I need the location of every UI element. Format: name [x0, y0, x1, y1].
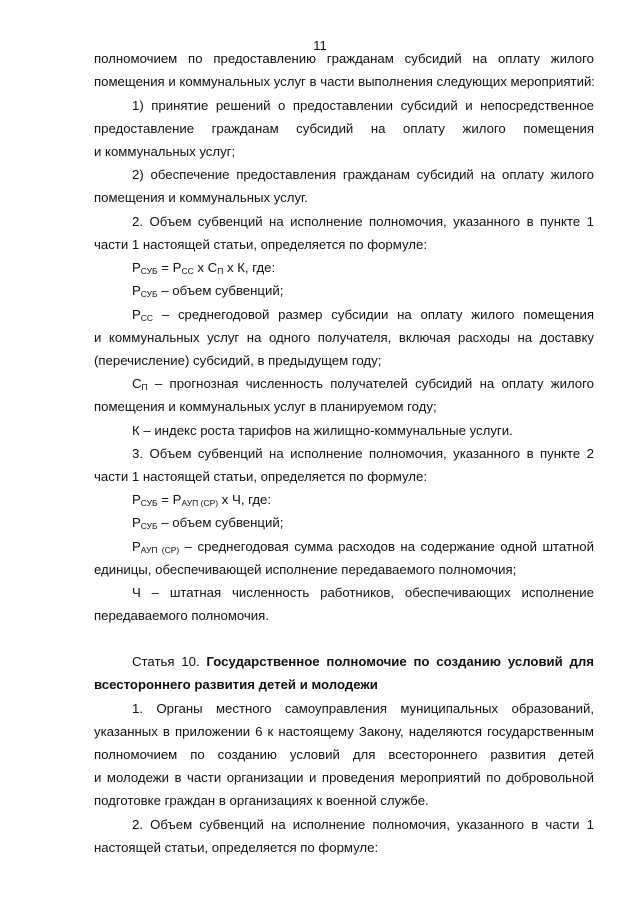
text-line: и коммунальных услуг на одного получателя, включая расходы на доставку: [94, 330, 594, 345]
formula-line: [94, 282, 594, 300]
text-line: предоставление гражданам субсидий на оплату жилого помещения: [94, 121, 594, 136]
text-line: настоящей статьи, определяется по формуле:: [94, 840, 379, 855]
bold-text: всестороннего развития детей и молодежи: [94, 677, 378, 692]
text-run: С: [132, 376, 142, 391]
text-line: указанных в приложении 6 к настоящему Закону, наделяются государственным: [94, 724, 594, 739]
text-run: Статья 10.: [132, 654, 207, 669]
page-number: 11: [313, 38, 327, 53]
text-run: – прогнозная численность получателей субсидий на оплату жилого: [147, 376, 594, 391]
text-run: = Р: [157, 260, 182, 275]
text-line: помещения и коммунальных услуг.: [94, 190, 308, 205]
text-line: полномочием по предоставлению гражданам субсидий на оплату жилого: [94, 51, 594, 66]
text-line: (перечисление) субсидий, в предыдущем году;: [94, 353, 382, 368]
text-run: Р: [132, 307, 141, 322]
text-line: 2. Объем субвенций на исполнение полномочия, указанного в части 1: [132, 817, 594, 832]
subscript: СУБ: [140, 521, 158, 531]
bold-text: Государственное полномочие по созданию условий для: [206, 654, 594, 669]
text-line: [94, 306, 594, 324]
text-line: 2. Объем субвенций на исполнение полномочия, указанного в пункте 1: [132, 214, 594, 229]
text-line: Ч – штатная численность работников, обеспечивающих исполнение: [132, 585, 594, 600]
text-line: [94, 375, 594, 393]
text-line: и молодежи в части организации и проведения мероприятий по добровольной: [94, 770, 594, 785]
text-run: х Ч, где:: [218, 492, 272, 507]
text-line: подготовке граждан в организациях к военной службе.: [94, 793, 429, 808]
text-line: части 1 настоящей статьи, определяется по формуле:: [94, 237, 427, 252]
text-line: 1) принятие решений о предоставлении субсидий и непосредственное: [132, 98, 594, 113]
subscript: СУБ: [140, 498, 158, 508]
text-line: полномочием по созданию условий для всестороннего развития детей: [94, 747, 594, 762]
formula-line: [94, 514, 594, 532]
subscript: АУП (СР): [181, 498, 219, 508]
text-run: Р: [132, 492, 141, 507]
text-line: единицы, обеспечивающей исполнение передаваемого полномочия;: [94, 562, 517, 577]
subscript: П: [141, 382, 148, 392]
text-run: – среднегодовой размер субсидии на оплату жилого помещения: [153, 307, 594, 322]
article-heading: [94, 676, 594, 694]
formula-line: [94, 259, 594, 277]
text-line: части 1 настоящей статьи, определяется по формуле:: [94, 469, 427, 484]
text-run: Р: [132, 515, 141, 530]
text-line: 3. Объем субвенций на исполнение полномочия, указанного в пункте 2: [132, 446, 594, 461]
text-run: х С: [193, 260, 218, 275]
text-run: х К, где:: [223, 260, 276, 275]
article-heading: [94, 653, 594, 671]
subscript: П: [217, 266, 224, 276]
formula-line: [94, 491, 594, 509]
text-line: 1. Органы местного самоуправления муниципальных образований,: [132, 701, 594, 716]
text-line: [94, 538, 594, 556]
text-run: – среднегодовая сумма расходов на содержание одной штатной: [179, 539, 594, 554]
text-run: Р: [132, 260, 141, 275]
text-run: Р: [132, 539, 141, 554]
subscript: СС: [140, 313, 154, 323]
text-line: помещения и коммунальных услуг в планируемом году;: [94, 399, 437, 414]
text-run: = Р: [157, 492, 182, 507]
subscript: СС: [181, 266, 194, 276]
text-line: передаваемого полномочия.: [94, 608, 269, 623]
subscript: СУБ: [140, 266, 158, 276]
text-line: К – индекс роста тарифов на жилищно-коммунальные услуги.: [132, 423, 513, 438]
text-line: и коммунальных услуг;: [94, 144, 236, 159]
text-run: Р: [132, 283, 141, 298]
text-line: 2) обеспечение предоставления гражданам субсидий на оплату жилого: [132, 167, 594, 182]
text-line: помещения и коммунальных услуг в части выполнения следующих мероприятий:: [94, 74, 595, 89]
text-run: – объем субвенций;: [157, 283, 284, 298]
subscript: СУБ: [140, 289, 158, 299]
text-run: – объем субвенций;: [157, 515, 284, 530]
subscript: АУП (СР): [140, 545, 180, 555]
